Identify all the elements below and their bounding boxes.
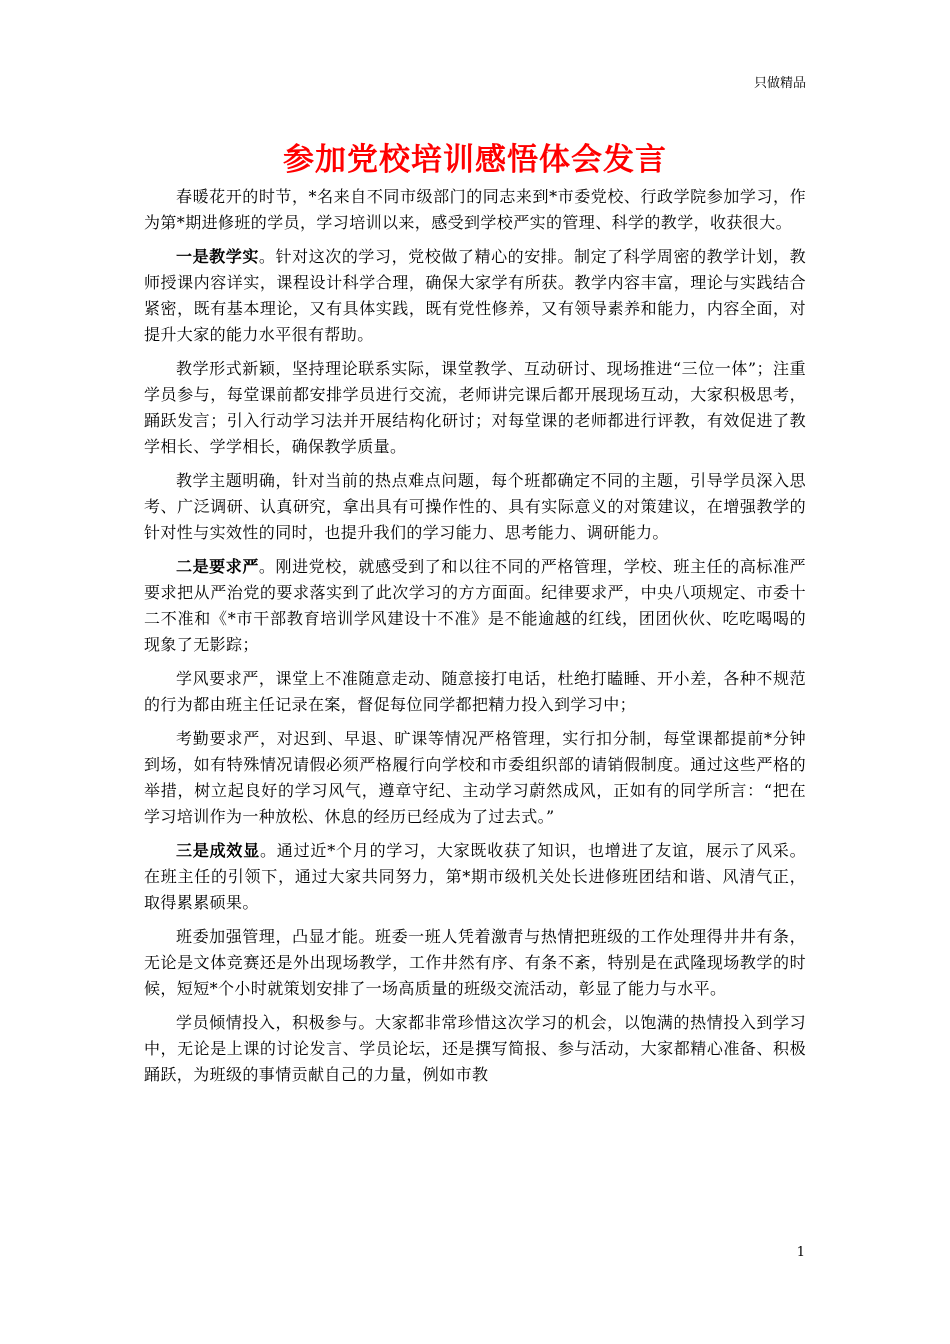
- document-body: [144, 184, 806, 1096]
- paragraph-1: [144, 184, 806, 236]
- paragraph-text: 教学形式新颖，坚持理论联系实际，课堂教学、互动研讨、现场推进“三位一体”；注重学员参与，每堂课前都安排学员进行交流，老师讲完课后都开展现场互动，大家积极思考，踊跃发言；引入行动学习法并开展结构化研讨；对每堂课的老师都进行评教，有效促进了教学相长、学学相长，确保教学质量。: [144, 359, 806, 456]
- paragraph-4: [144, 468, 806, 546]
- paragraph-text: 。刚进党校，就感受到了和以往不同的严格管理，学校、班主任的高标准严要求把从严治党的要求落实到了此次学习的方方面面。纪律要求严，中央八项规定、市委十二不准和《*市干部教育培训学风建设十不准》是不能逾越的红线，团团伙伙、吃吃喝喝的现象了无影踪；: [144, 557, 806, 654]
- paragraph-3: [144, 356, 806, 460]
- paragraph-lead: 二是要求严: [176, 557, 259, 576]
- paragraph-6: [144, 666, 806, 718]
- header-note: 只做精品: [753, 76, 806, 91]
- paragraph-text: 。通过近*个月的学习，大家既收获了知识，也增进了友谊，展示了风采。在班主任的引领下，通过大家共同努力，第*期市级机关处长进修班团结和谐、风清气正，取得累累硕果。: [144, 841, 806, 912]
- paragraph-5: [144, 554, 806, 658]
- paragraph-lead: 一是教学实: [176, 247, 259, 266]
- paragraph-text: 。针对这次的学习，党校做了精心的安排。制定了科学周密的教学计划，教师授课内容详实，课程设计科学合理，确保大家学有所获。教学内容丰富，理论与实践结合紧密，既有基本理论，又有具体实践，既有党性修养，又有领导素养和能力，内容全面，对提升大家的能力水平很有帮助。: [144, 247, 806, 344]
- paragraph-text: 考勤要求严，对迟到、早退、旷课等情况严格管理，实行扣分制，每堂课都提前*分钟到场，如有特殊情况请假必须严格履行向学校和市委组织部的请销假制度。通过这些严格的举措，树立起良好的学习风气，遵章守纪、主动学习蔚然成风，正如有的同学所言：“把在学习培训作为一种放松、休息的经历已经成为了过去式。”: [144, 729, 806, 826]
- paragraph-text: 学风要求严，课堂上不准随意走动、随意接打电话，杜绝打瞌睡、开小差，各种不规范的行为都由班主任记录在案，督促每位同学都把精力投入到学习中；: [144, 669, 806, 714]
- paragraph-text: 班委加强管理，凸显才能。班委一班人凭着激青与热情把班级的工作处理得井井有条，无论是文体竞赛还是外出现场教学，工作井然有序、有条不紊，特别是在武隆现场教学的时候，短短*个小时就策划安排了一场高质量的班级交流活动，彰显了能力与水平。: [144, 927, 806, 998]
- paragraph-lead: 三是成效显: [176, 841, 260, 860]
- paragraph-text: 春暖花开的时节，*名来自不同市级部门的同志来到*市委党校、行政学院参加学习，作为第*期进修班的学员，学习培训以来，感受到学校严实的管理、科学的教学，收获很大。: [144, 187, 806, 232]
- paragraph-7: [144, 726, 806, 830]
- page-number: 1: [796, 1245, 805, 1260]
- paragraph-text: 学员倾情投入，积极参与。大家都非常珍惜这次学习的机会，以饱满的热情投入到学习中，无论是上课的讨论发言、学员论坛，还是撰写简报、参与活动，大家都精心准备、积极踊跃，为班级的事情贡献自己的力量，例如市教: [144, 1013, 806, 1084]
- paragraph-text: 教学主题明确，针对当前的热点难点问题，每个班都确定不同的主题，引导学员深入思考、广泛调研、认真研究，拿出具有可操作性的、具有实际意义的对策建议，在增强教学的针对性与实效性的同时，也提升我们的学习能力、思考能力、调研能力。: [144, 471, 806, 542]
- page-title: 参加党校培训感悟体会发言: [283, 142, 667, 178]
- paragraph-9: [144, 924, 806, 1002]
- paragraph-2: [144, 244, 806, 348]
- paragraph-10: [144, 1010, 806, 1088]
- paragraph-8: [144, 838, 806, 916]
